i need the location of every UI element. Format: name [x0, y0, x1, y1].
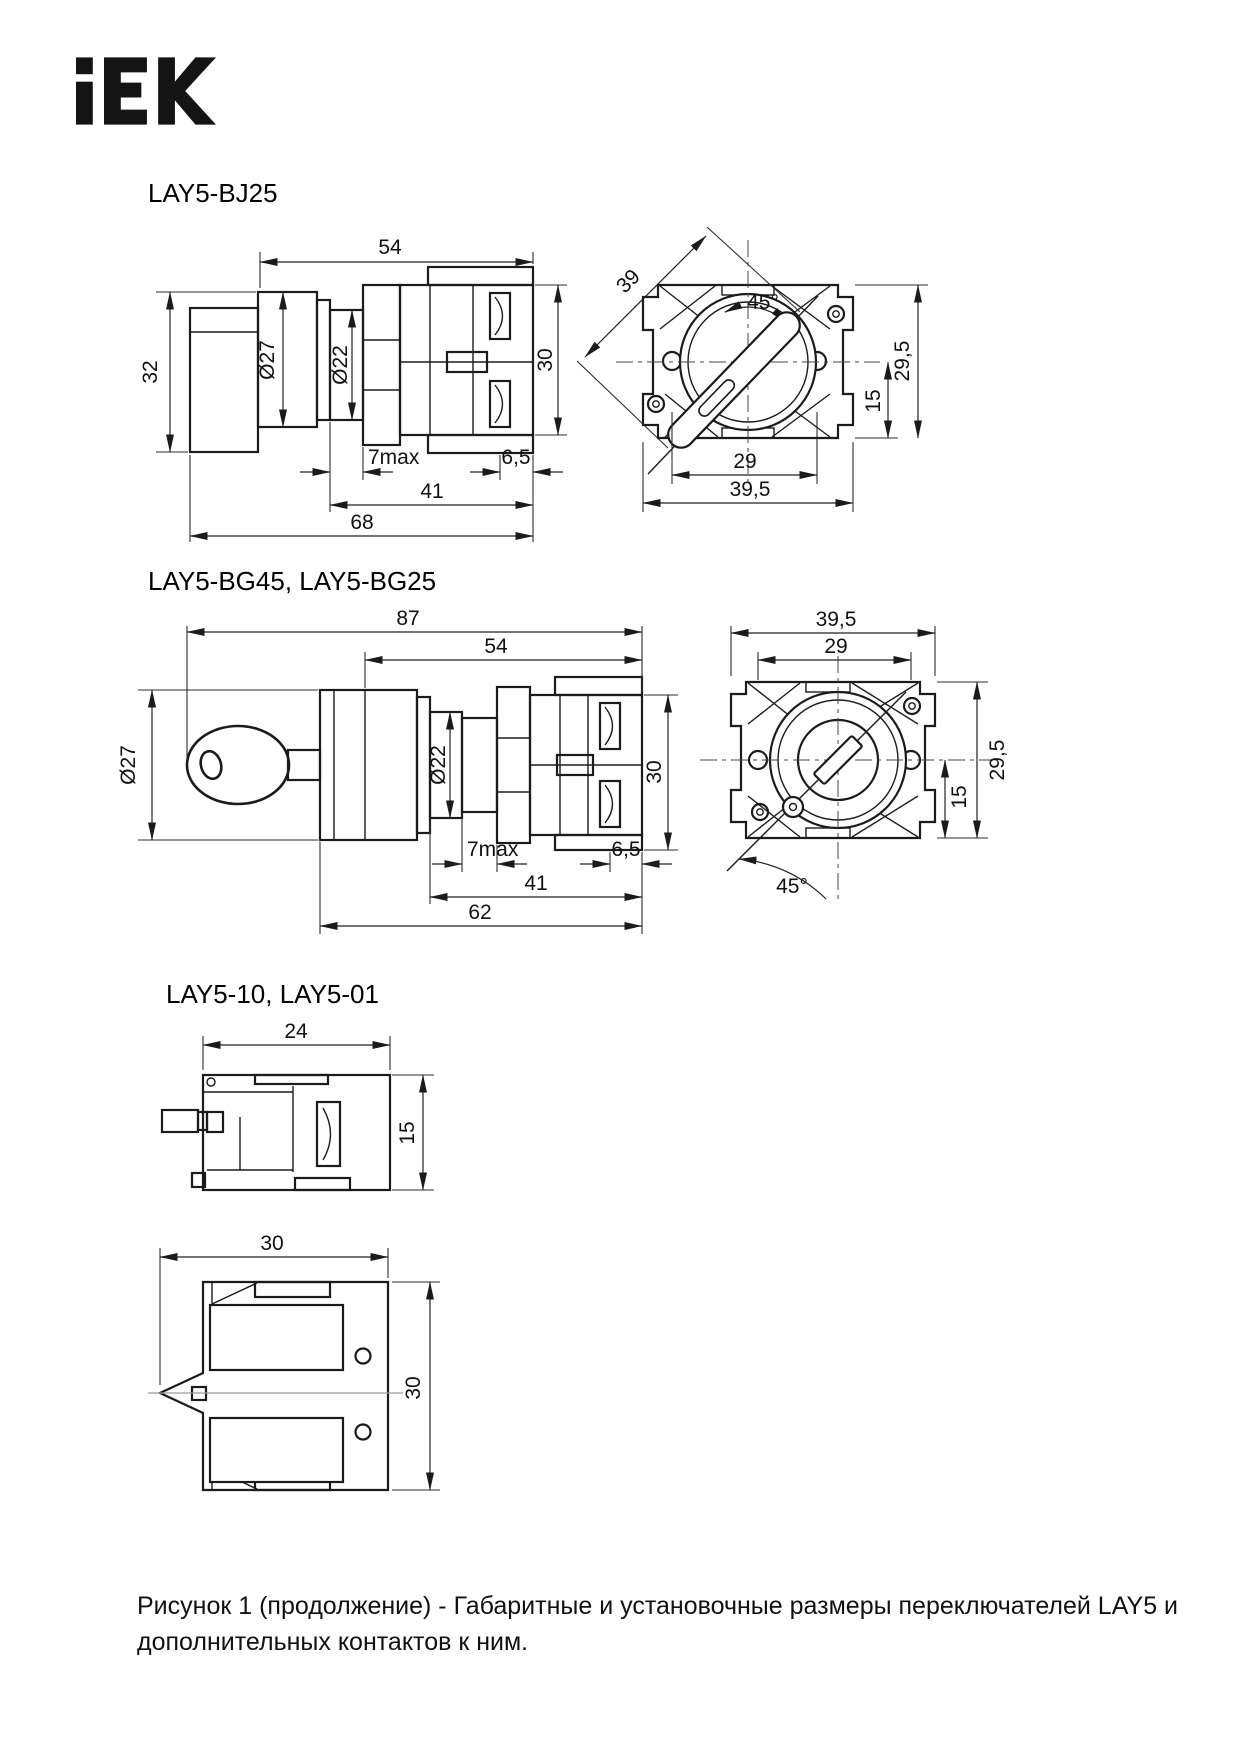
dim-label-29: 29 [824, 635, 848, 658]
dim-label-15: 15 [396, 1121, 419, 1145]
dim-label-62: 62 [468, 901, 492, 924]
dim-label-39-5: 39,5 [815, 608, 857, 631]
dim-label-54: 54 [484, 635, 508, 658]
dim-label-6-5: 6,5 [501, 446, 531, 469]
dim-label-41: 41 [420, 480, 444, 503]
figure-caption [137, 1588, 1178, 1660]
dim-label-39-5: 39,5 [729, 478, 771, 501]
dim-label-30: 30 [534, 348, 557, 372]
dim-label-29-5: 29,5 [891, 340, 914, 382]
section-title-lay5-bg45-bg25: LAY5-BG45, LAY5-BG25 [148, 566, 437, 596]
dim-label-30: 30 [643, 760, 666, 784]
lay5-bj25-front-view [577, 227, 928, 512]
dim-label-7max: 7max [467, 838, 519, 861]
dim-label-87: 87 [396, 607, 420, 630]
dim-label-45deg: 45° [776, 875, 808, 898]
caption-line-2: дополнительных контактов к ним. [137, 1628, 529, 1656]
section-title-lay5-bj25: LAY5-BJ25 [148, 178, 278, 208]
dim-label-32: 32 [139, 360, 162, 384]
dim-label-29-5: 29,5 [986, 739, 1009, 781]
lay5-10-top-view [148, 1232, 440, 1490]
dim-label-15: 15 [948, 785, 971, 809]
dim-label-39: 39 [611, 264, 645, 298]
section-title-lay5-10-01: LAY5-10, LAY5-01 [166, 979, 379, 1009]
dim-label-15: 15 [862, 389, 885, 413]
dim-label-24: 24 [284, 1020, 308, 1043]
lay5-bg-side-view [117, 607, 678, 934]
lay5-10-side-view [162, 1020, 434, 1190]
dim-label-d22: Ø22 [427, 745, 450, 785]
dim-label-d27: Ø27 [117, 745, 140, 785]
dim-label-41: 41 [524, 872, 548, 895]
lay5-bg-front-view [700, 608, 1009, 900]
caption-line-1: Рисунок 1 (продолжение) - Габаритные и установочные размеры переключателей LAY5 и [137, 1592, 1179, 1620]
dim-label-68: 68 [350, 511, 374, 534]
dim-label-d22: Ø22 [329, 345, 352, 385]
dim-label-30-width: 30 [260, 1232, 284, 1255]
dim-label-7max: 7max [368, 446, 420, 469]
dim-label-6-5: 6,5 [611, 838, 641, 861]
dim-label-45deg: 45° [747, 291, 779, 314]
dim-label-30-height: 30 [402, 1376, 425, 1400]
dim-label-29: 29 [733, 450, 757, 473]
dim-label-d27: Ø27 [256, 340, 279, 380]
dim-label-54: 54 [378, 236, 402, 259]
lay5-bj25-side-view [139, 236, 567, 542]
